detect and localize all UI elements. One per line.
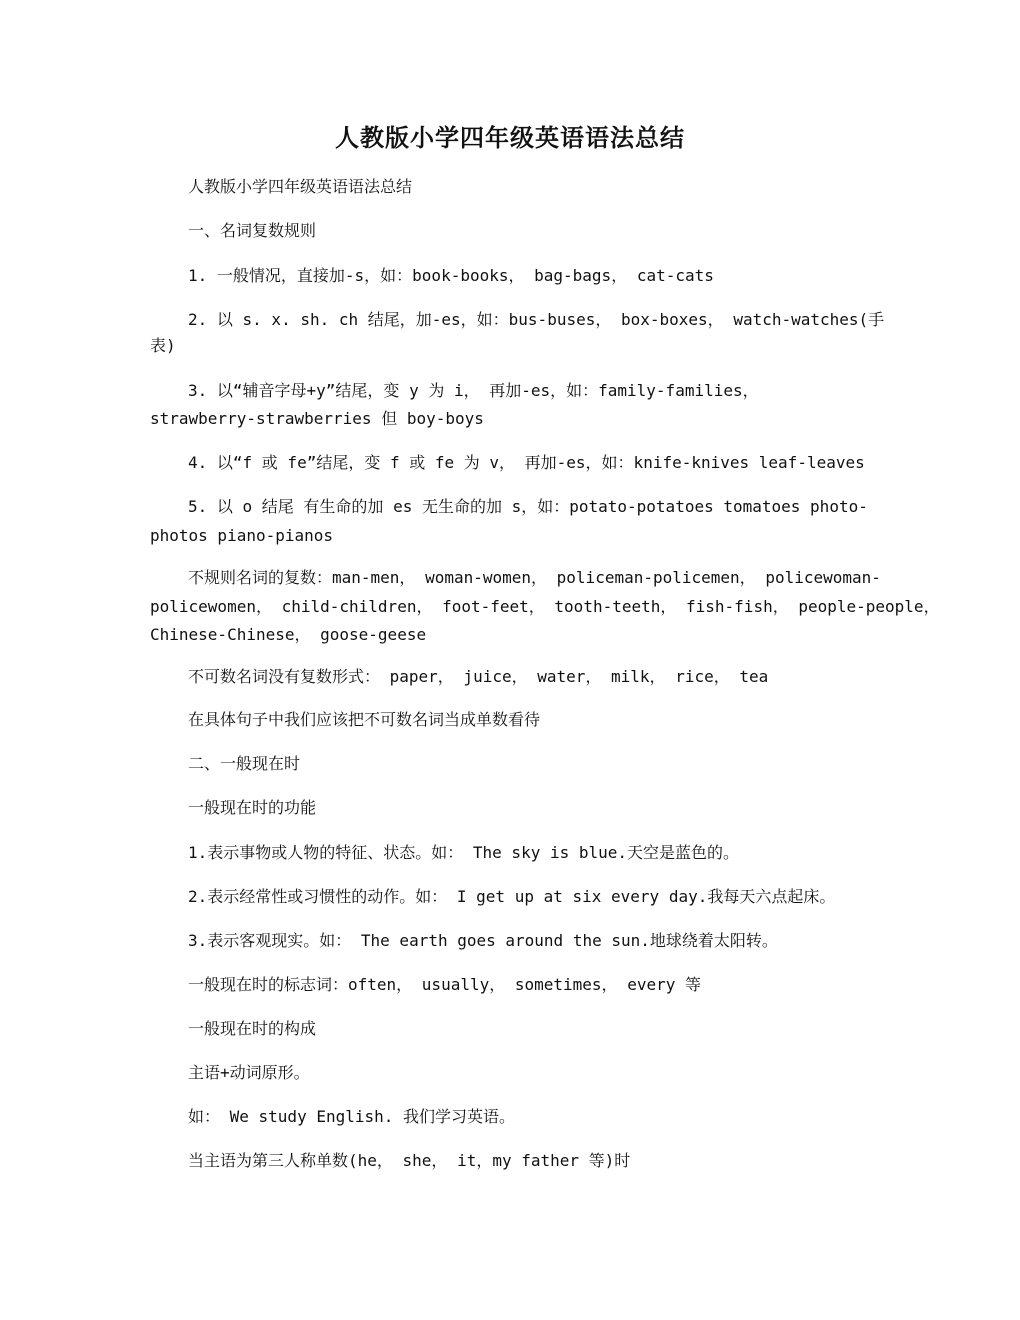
section-heading: 一、名词复数规则 <box>188 221 317 240</box>
section-heading: 二、一般现在时 <box>188 754 301 773</box>
paragraph-line: 如： We study English. 我们学习英语。 <box>188 1107 516 1126</box>
paragraph-line: 表) <box>150 336 176 355</box>
paragraph-line: 不规则名词的复数：man-men， woman-women， policeman-policemen， policewoman- <box>188 568 881 587</box>
paragraph-line: 3.表示客观现实。如： The earth goes around the sun.地球绕着太阳转。 <box>188 931 778 950</box>
paragraph-line: 当主语为第三人称单数(he， she， it，my father 等)时 <box>188 1151 631 1170</box>
paragraph-line: 2.表示经常性或习惯性的动作。如： I get up at six every day.我每天六点起床。 <box>188 887 836 906</box>
paragraph-line: 不可数名词没有复数形式： paper， juice， water， milk， rice， tea <box>188 667 769 686</box>
paragraph-line: 1.表示事物或人物的特征、状态。如： The sky is blue.天空是蓝色的。 <box>188 843 740 862</box>
paragraph-line: 一般现在时的功能 <box>188 798 317 817</box>
paragraph-line: 3. 以“辅音字母+y”结尾，变 y 为 i， 再加-es，如：family-families， <box>188 381 759 400</box>
paragraph-line: 5. 以 o 结尾 有生命的加 es 无生命的加 s，如：potato-potatoes tomatoes photo- <box>188 497 868 516</box>
paragraph-line: 人教版小学四年级英语语法总结 <box>188 177 413 196</box>
paragraph-line: 主语+动词原形。 <box>188 1063 310 1082</box>
paragraph-line: 4. 以“f 或 fe”结尾，变 f 或 fe 为 v， 再加-es，如：knife-knives leaf-leaves <box>188 453 865 472</box>
paragraph-line: 一般现在时的标志词：often， usually， sometimes， every 等 <box>188 975 701 994</box>
paragraph-line: Chinese-Chinese， goose-geese <box>150 625 427 644</box>
paragraph-line: 在具体句子中我们应该把不可数名词当成单数看待 <box>188 710 541 729</box>
paragraph-line: 1. 一般情况，直接加-s，如：book-books， bag-bags， cat-cats <box>188 266 714 285</box>
paragraph-line: photos piano-pianos <box>150 526 334 545</box>
paragraph-line: strawberry-strawberries 但 boy-boys <box>150 409 484 428</box>
paragraph-line: policewomen， child-children， foot-feet， tooth-teeth， fish-fish， people-people， <box>150 597 940 616</box>
paragraph-line: 2. 以 s. x. sh. ch 结尾，加-es，如：bus-buses， box-boxes， watch-watches(手 <box>188 310 885 329</box>
paragraph-line: 一般现在时的构成 <box>188 1019 317 1038</box>
document-title: 人教版小学四年级英语语法总结 <box>335 123 685 152</box>
